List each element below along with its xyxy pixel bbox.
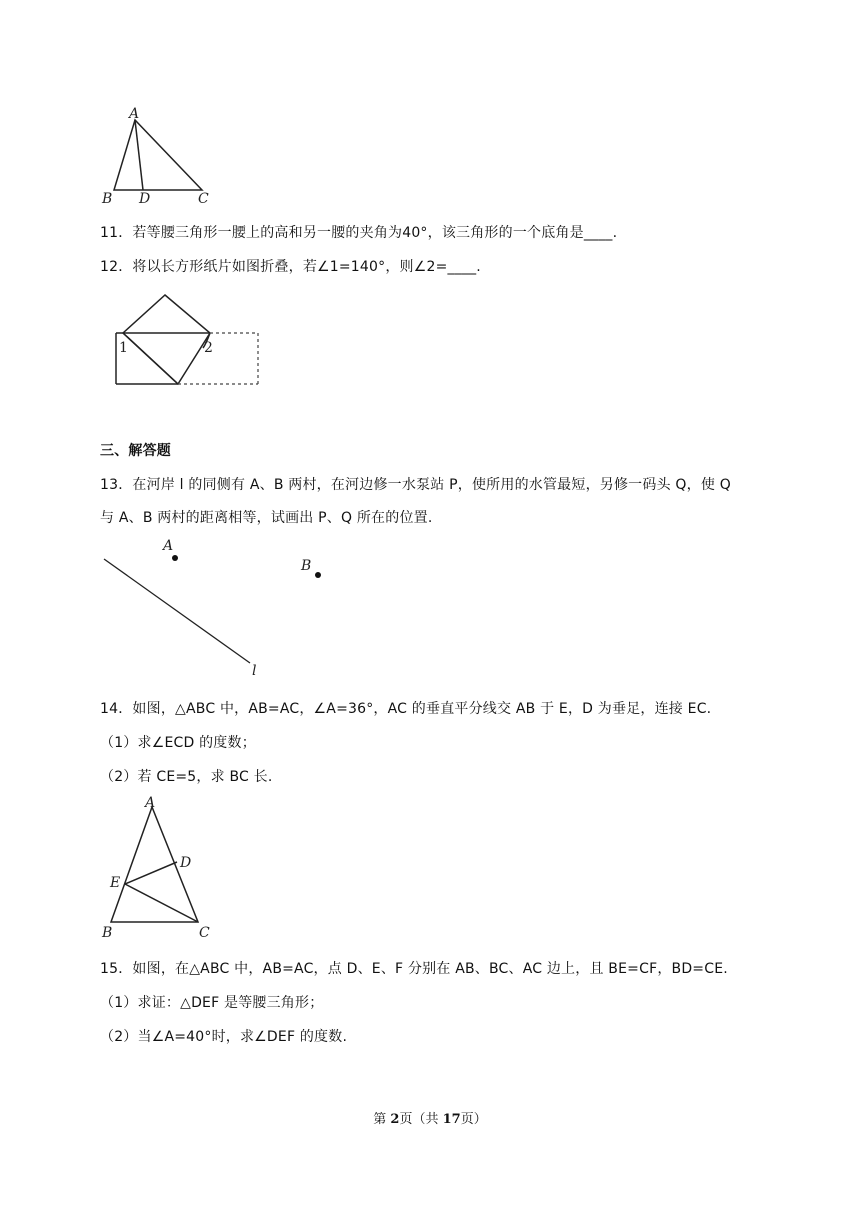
- label-a: A: [129, 106, 140, 122]
- question-13-line-1: 13．在河岸 l 的同侧有 A、B 两村，在河边修一水泵站 P，使所用的水管最短，另修一码头 Q，使 Q: [100, 477, 731, 493]
- question-14: 14．如图，△ABC 中，AB=AC，∠A=36°，AC 的垂直平分线交 AB 于 E，D 为垂足，连接 EC.: [100, 701, 712, 717]
- label-d: D: [139, 191, 151, 207]
- label-c: C: [199, 925, 210, 941]
- question-13-line-2: 与 A、B 两村的距离相等，试画出 P、Q 所在的位置.: [100, 510, 433, 526]
- label-b: B: [102, 191, 113, 207]
- question-11: 11．若等腰三角形一腰上的高和另一腰的夹角为40°，该三角形的一个底角是____.: [100, 225, 618, 241]
- label-b: B: [102, 925, 113, 941]
- point-b: [315, 572, 321, 578]
- label-angle-2: 2: [204, 340, 213, 356]
- question-15-part-1: （1）求证：△DEF 是等腰三角形；: [100, 995, 324, 1011]
- label-a: A: [145, 795, 156, 811]
- question-12: 12．将以长方形纸片如图折叠，若∠1=140°，则∠2=____.: [100, 259, 481, 275]
- question-14-part-1: （1）求∠ECD 的度数；: [100, 735, 256, 751]
- label-c: C: [198, 191, 209, 207]
- section-title: 三、解答题: [100, 443, 171, 459]
- label-a: A: [163, 538, 174, 554]
- footer-total-pages: 17: [442, 1112, 461, 1127]
- label-angle-1: 1: [119, 340, 128, 356]
- footer-middle: 页（共: [399, 1112, 443, 1127]
- label-l: l: [252, 663, 257, 679]
- point-a: [172, 555, 178, 561]
- label-d: D: [180, 855, 192, 871]
- question-14-part-2: （2）若 CE=5，求 BC 长.: [100, 769, 273, 785]
- footer-page-number: 2: [390, 1112, 400, 1127]
- question-15-part-2: （2）当∠A=40°时，求∠DEF 的度数.: [100, 1029, 348, 1045]
- label-e: E: [110, 875, 121, 891]
- figure-triangle-edc: [100, 795, 220, 945]
- page-footer: [0, 1108, 860, 1127]
- footer-suffix: 页）: [460, 1112, 487, 1127]
- label-b: B: [301, 558, 312, 574]
- figure-folded-rectangle: [110, 290, 270, 390]
- figure-triangle-abd: [100, 108, 220, 208]
- question-15: 15．如图，在△ABC 中，AB=AC，点 D、E、F 分别在 AB、BC、AC 边上，且 BE=CF，BD=CE.: [100, 961, 728, 977]
- figure-river-bank: [100, 535, 340, 685]
- footer-prefix: 第: [373, 1112, 391, 1127]
